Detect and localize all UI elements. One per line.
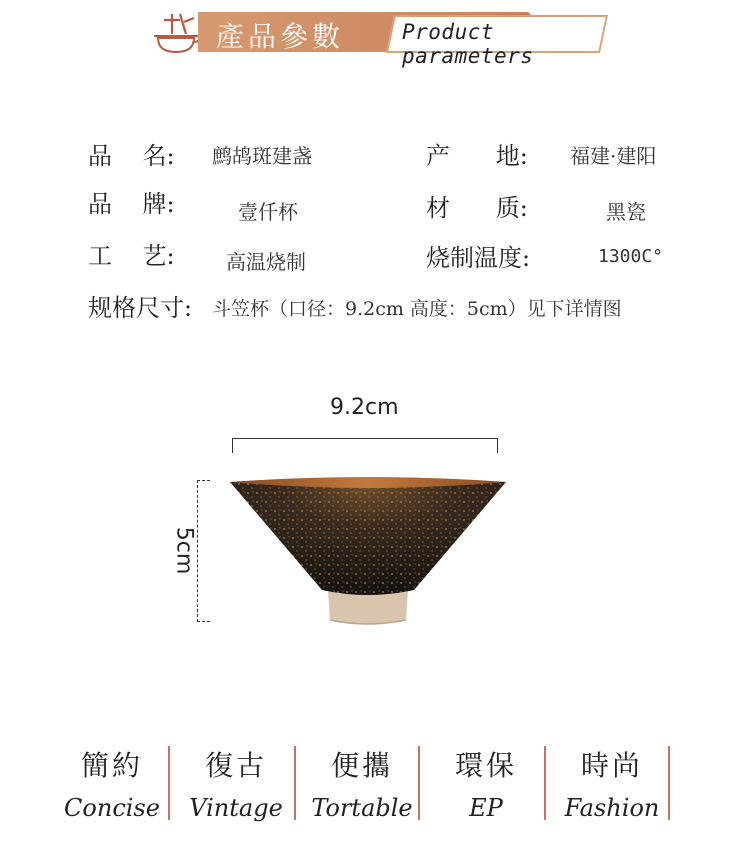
feature-cn: 復古	[204, 749, 267, 782]
height-dimension-label: 5cm	[171, 526, 197, 575]
material-label: 材 质:	[426, 194, 528, 222]
feature-cn: 便攜	[330, 749, 393, 782]
feature-ep	[424, 740, 548, 830]
height-dimension-bracket	[197, 480, 210, 622]
banner-title-en: Product parameters	[402, 20, 534, 68]
feature-en: Vintage	[189, 794, 283, 822]
origin-value: 福建·建阳	[570, 144, 657, 168]
feature-en: Tortable	[311, 794, 413, 822]
size-value: 斗笠杯（口径：9.2cm 高度：5cm）见下详情图	[212, 298, 622, 320]
feature-cn: 環保	[454, 749, 517, 782]
banner-title-cn: 產品參數	[216, 20, 345, 53]
material-value: 黑瓷	[606, 200, 646, 224]
feature-separator	[168, 746, 170, 820]
feature-concise	[50, 740, 174, 830]
feature-en: EP	[469, 794, 503, 822]
feature-portable	[300, 740, 424, 830]
tea-bowl-image	[228, 472, 508, 630]
brand-value: 壹仟杯	[238, 200, 298, 224]
width-dimension-bracket	[232, 438, 498, 453]
name-value: 鹧鸪斑建盏	[212, 144, 312, 168]
feature-separator	[418, 746, 420, 820]
feature-en: Concise	[64, 794, 160, 822]
feature-separator	[294, 746, 296, 820]
width-dimension-label: 9.2cm	[330, 395, 399, 420]
name-label: 品 名:	[88, 142, 175, 170]
feature-vintage	[174, 740, 298, 830]
temp-value: 1300C°	[598, 246, 664, 267]
origin-label: 产 地:	[426, 142, 528, 170]
feature-bar	[50, 740, 700, 830]
craft-label: 工 艺:	[88, 242, 175, 270]
product-parameters	[0, 0, 750, 340]
temp-label: 烧制温度:	[426, 244, 531, 272]
feature-fashion	[550, 740, 674, 830]
size-label: 规格尺寸:	[88, 294, 193, 322]
feature-cn: 時尚	[580, 749, 643, 782]
craft-value: 高温烧制	[226, 250, 306, 274]
feature-cn: 簡約	[80, 749, 143, 782]
feature-separator	[544, 746, 546, 820]
feature-en: Fashion	[564, 794, 660, 822]
feature-separator	[668, 746, 670, 820]
brand-label: 品 牌:	[88, 190, 175, 218]
